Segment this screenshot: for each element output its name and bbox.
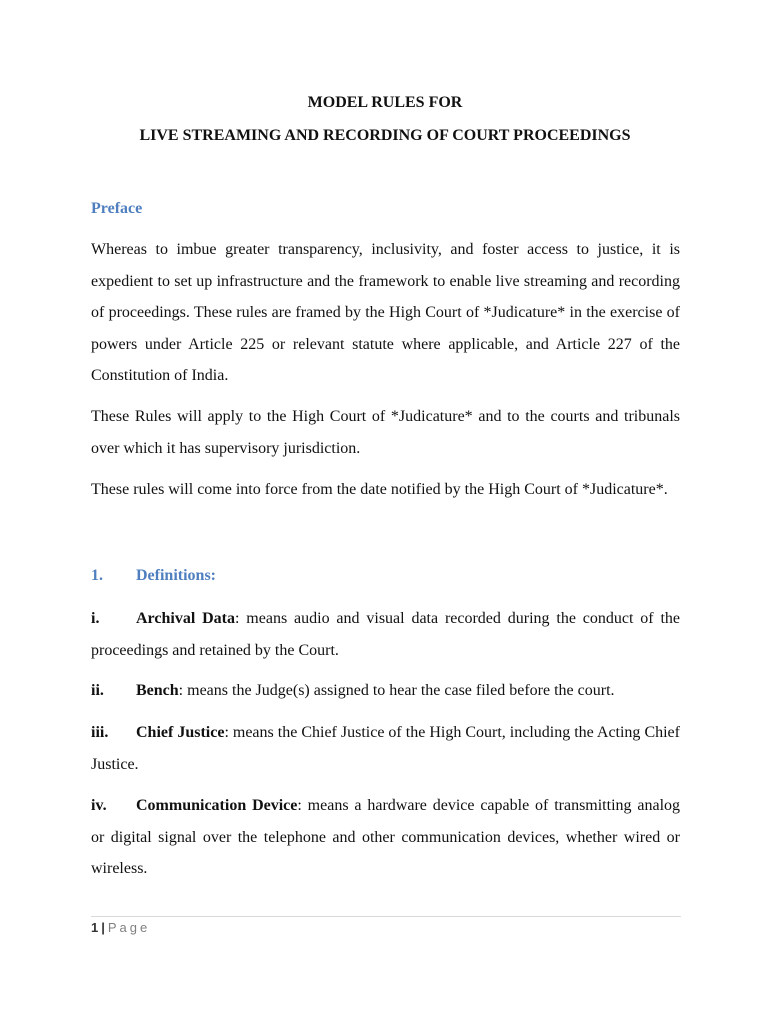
page-footer	[91, 920, 150, 935]
definition-item	[91, 790, 680, 885]
definition-numeral: iv.	[91, 797, 107, 814]
definition-item	[91, 603, 680, 666]
page-number: 1	[91, 920, 99, 935]
document-title-line-2: LIVE STREAMING AND RECORDING OF COURT PROCEEDINGS	[139, 127, 631, 144]
definition-numeral: ii.	[91, 682, 104, 699]
page-label: Page	[107, 920, 151, 935]
definitions-heading	[91, 567, 216, 585]
preface-paragraph-3: These rules will come into force from the date notified by the High Court of *Judicature*.	[91, 481, 668, 498]
definition-text: : means the Chief Justice of the High Court, including the Acting Chief Justice.	[91, 724, 680, 773]
definition-term: Communication Device	[136, 797, 298, 814]
definition-item	[91, 675, 680, 707]
definition-term: Bench	[136, 682, 179, 699]
footer-divider	[91, 916, 681, 917]
preface-paragraph-1: Whereas to imbue greater transparency, inclusivity, and foster access to justice, it is expedient to set up infrastructure and the framework to enable live streaming and recording of proceedings. These rules are framed by the High Court of *Judicature* in the exercise of powers under Article 225 or relevant statute where applicable, and Article 227 of the Constitution of India.	[91, 241, 680, 384]
definition-numeral: iii.	[91, 724, 109, 741]
preface-paragraph-2: These Rules will apply to the High Court of *Judicature* and to the courts and tribunals over which it has supervisory jurisdiction.	[91, 408, 680, 457]
definition-numeral: i.	[91, 610, 100, 627]
definitions-section-number: 1.	[91, 567, 103, 584]
definition-item	[91, 717, 680, 780]
definition-text: : means audio and visual data recorded during the conduct of the proceedings and retained by the Court.	[91, 610, 681, 659]
definition-text: : means a hardware device capable of transmitting analog or digital signal over the telephone and other communication devices, whether wired or wireless.	[91, 797, 681, 877]
definition-term: Chief Justice	[136, 724, 225, 741]
definitions-heading-label: Definitions:	[136, 567, 216, 584]
document-title-line-1: MODEL RULES FOR	[307, 94, 463, 111]
definition-term: Archival Data	[136, 610, 235, 627]
footer-separator: |	[101, 920, 105, 935]
definition-text: : means the Judge(s) assigned to hear the case filed before the court.	[178, 682, 615, 699]
preface-heading: Preface	[91, 200, 143, 217]
